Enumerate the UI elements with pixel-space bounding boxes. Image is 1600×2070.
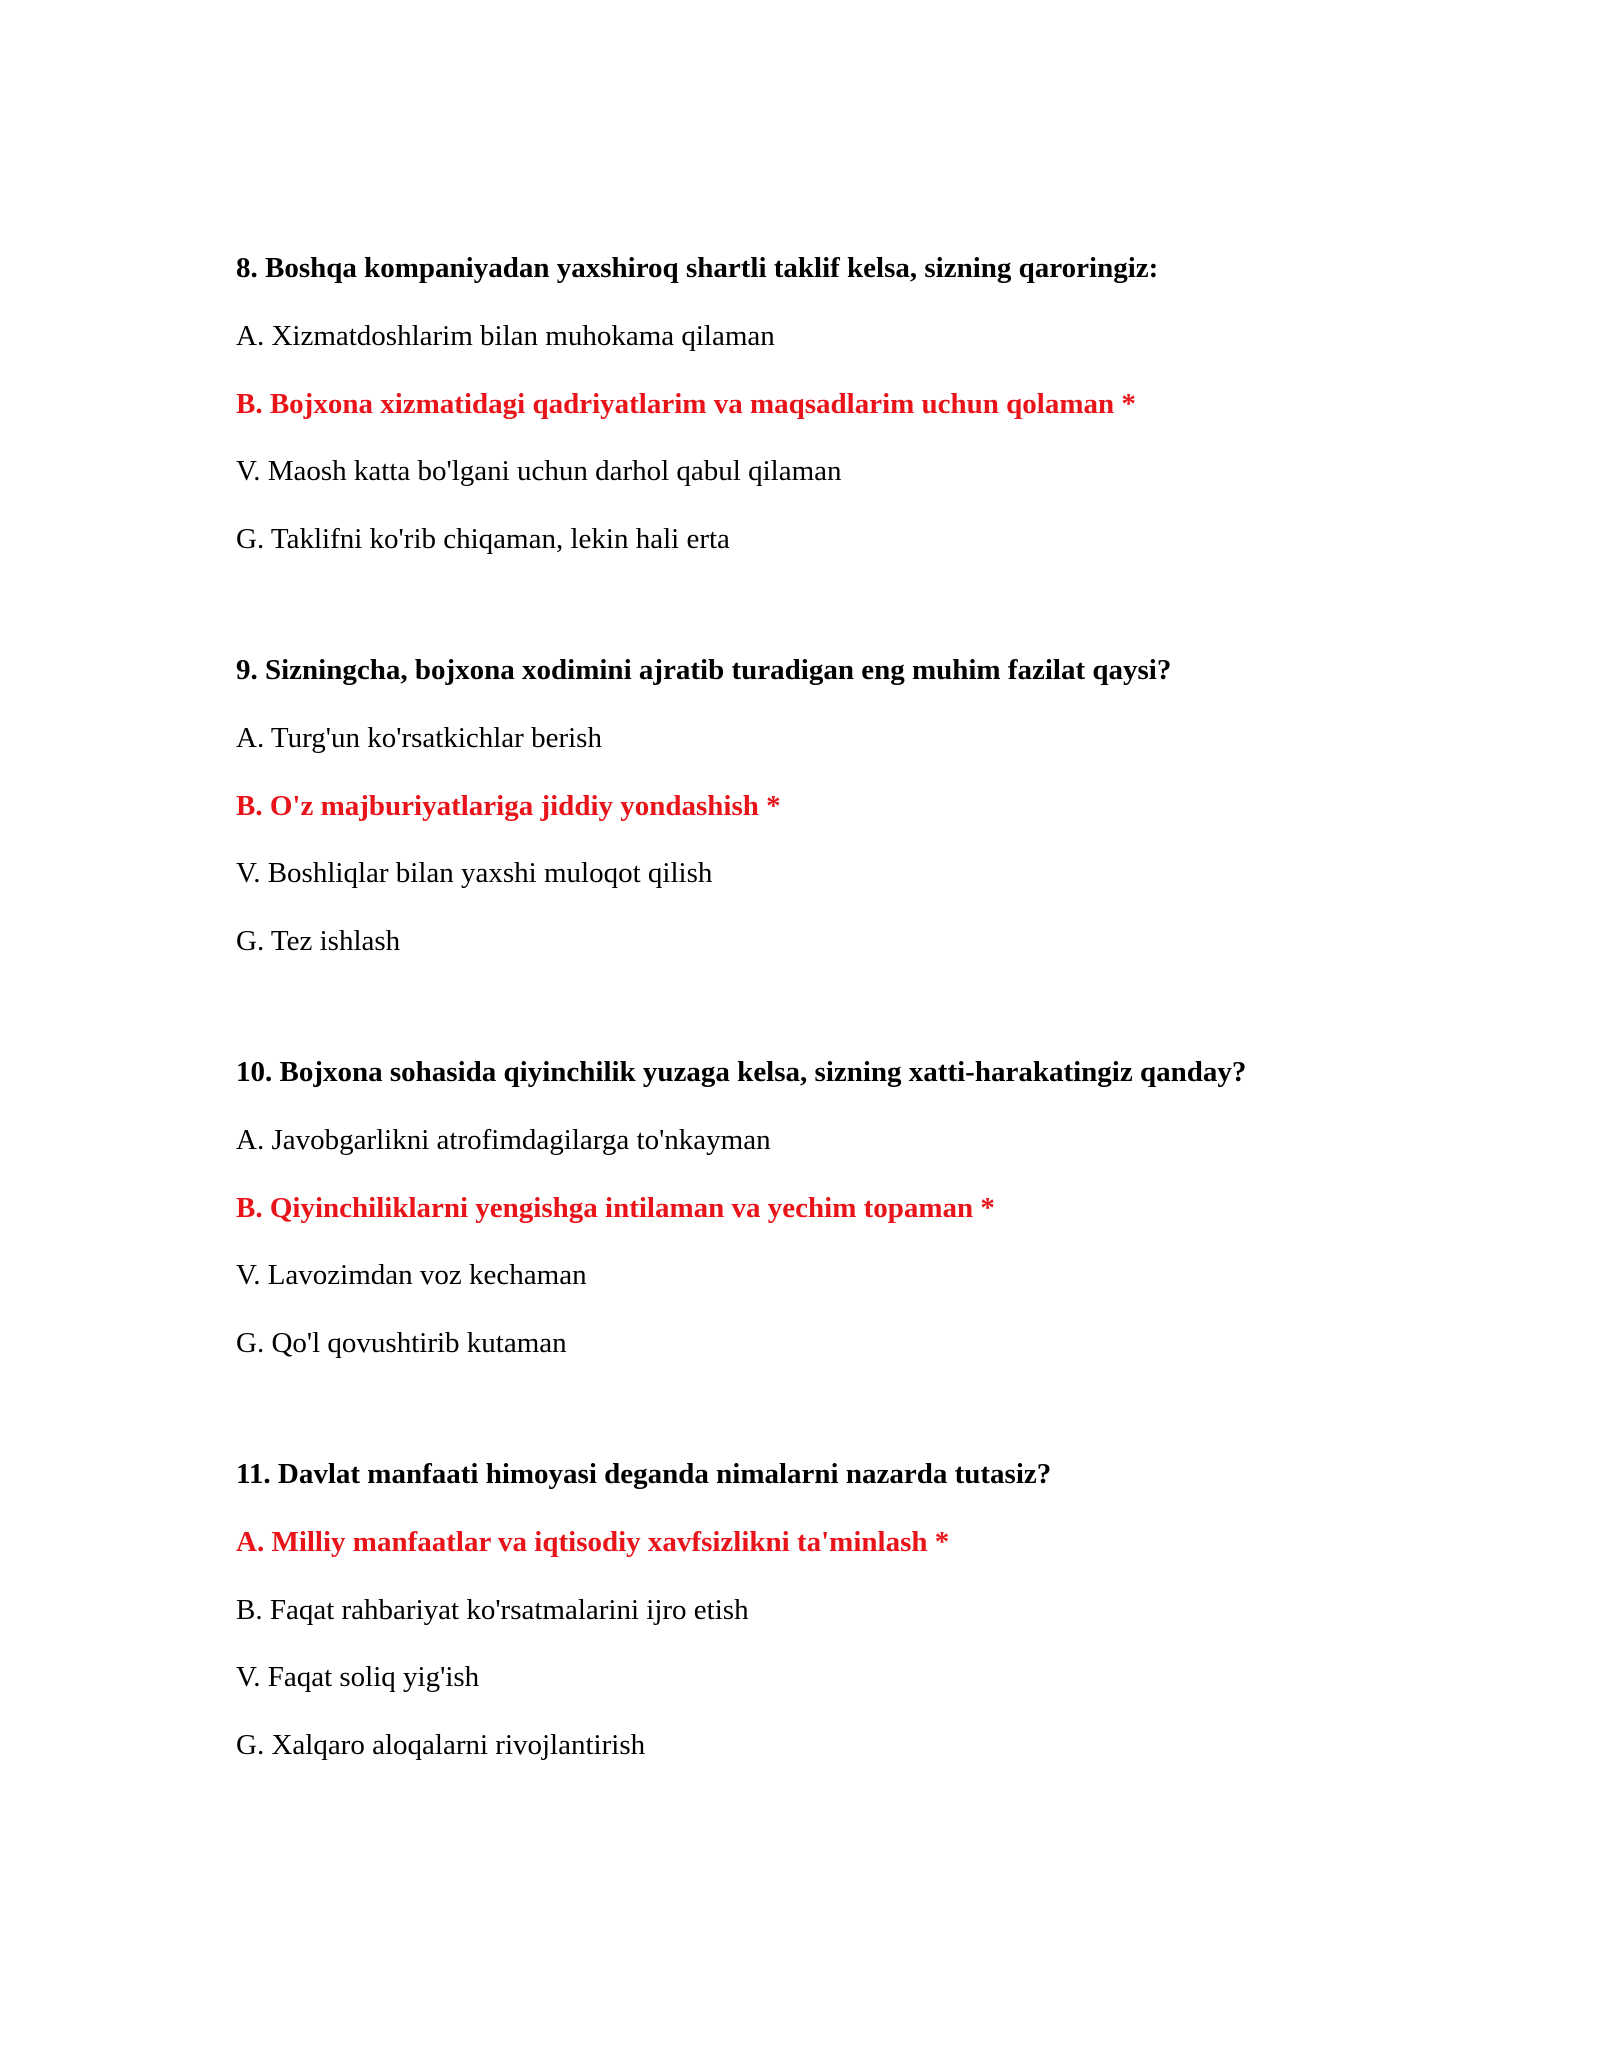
answer-option-b: B. Faqat rahbariyat ko'rsatmalarini ijro etish <box>236 1593 749 1626</box>
question-spacer <box>236 588 1436 652</box>
question-title: 9. Sizningcha, bojxona xodimini ajratib turadigan eng muhim fazilat qaysi? <box>236 654 1172 686</box>
answer-option-g: G. Taklifni ko'rib chiqaman, lekin hali erta <box>236 522 730 555</box>
quiz-content <box>236 250 1436 1794</box>
answer-option-v: V. Lavozimdan voz kechaman <box>236 1259 587 1291</box>
question-spacer <box>236 1392 1436 1456</box>
answer-option-a: A. Turg'un ko'rsatkichlar berish <box>236 722 602 754</box>
answer-option-b-correct: B. Bojxona xizmatidagi qadriyatlarim va maqsadlarim uchun qolaman * <box>236 387 1136 420</box>
answer-option-v: V. Boshliqlar bilan yaxshi muloqot qilish <box>236 857 713 889</box>
question-spacer <box>236 990 1436 1054</box>
question-title: 10. Bojxona sohasida qiyinchilik yuzaga kelsa, sizning xatti-harakatingiz qanday? <box>236 1056 1247 1088</box>
answer-option-a: A. Javobgarlikni atrofimdagilarga to'nkayman <box>236 1124 771 1156</box>
answer-option-a: A. Xizmatdoshlarim bilan muhokama qilaman <box>236 320 775 352</box>
question-title: 11. Davlat manfaati himoyasi deganda nimalarni nazarda tutasiz? <box>236 1458 1052 1490</box>
answer-option-g: G. Tez ishlash <box>236 924 401 957</box>
answer-option-g: G. Xalqaro aloqalarni rivojlantirish <box>236 1728 646 1761</box>
answer-option-g: G. Qo'l qovushtirib kutaman <box>236 1326 567 1359</box>
question-10 <box>236 1054 1436 1361</box>
answer-option-b-correct: B. O'z majburiyatlariga jiddiy yondashish * <box>236 789 781 822</box>
answer-option-a-correct: A. Milliy manfaatlar va iqtisodiy xavfsizlikni ta'minlash * <box>236 1526 950 1558</box>
question-11 <box>236 1456 1436 1763</box>
question-9 <box>236 652 1436 959</box>
answer-option-v: V. Maosh katta bo'lgani uchun darhol qabul qilaman <box>236 455 842 487</box>
answer-option-v: V. Faqat soliq yig'ish <box>236 1661 480 1693</box>
question-8 <box>236 250 1436 557</box>
answer-option-b-correct: B. Qiyinchiliklarni yengishga intilaman va yechim topaman * <box>236 1191 995 1224</box>
question-title: 8. Boshqa kompaniyadan yaxshiroq shartli taklif kelsa, sizning qaroringiz: <box>236 252 1159 284</box>
